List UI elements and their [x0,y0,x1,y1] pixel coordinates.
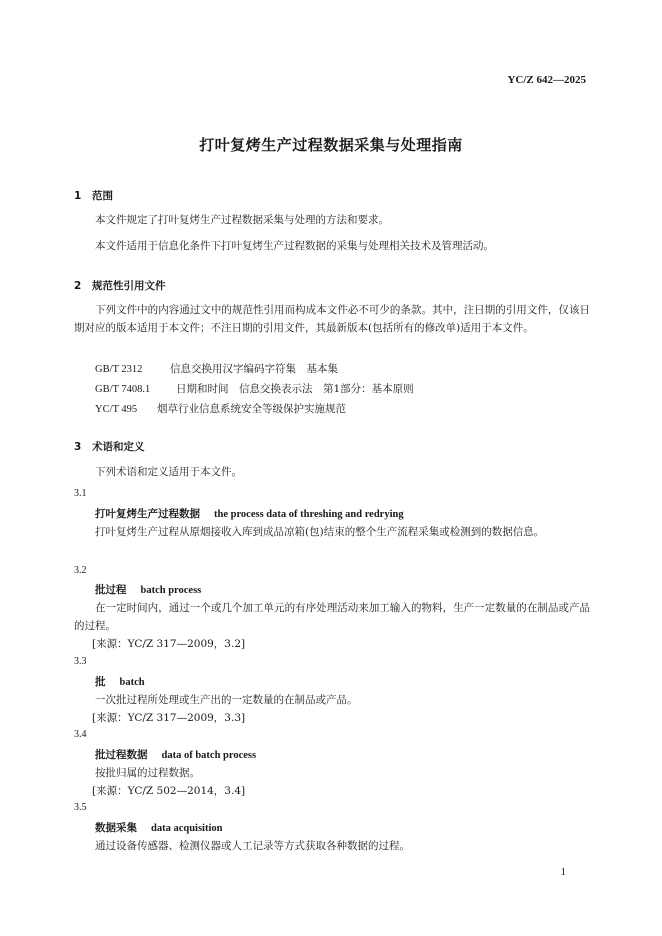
term-en: batch process [140,585,202,596]
term-definition: 按批归属的过程数据。 [95,767,200,779]
paragraph: 本文件规定了打叶复烤生产过程数据采集与处理的方法和要求。 [95,214,389,226]
definition-text: 打叶复烤生产过程从原烟接收入库到成品凉箱(包)结束的整个生产流程采集或检测到的数据信息。 [95,526,545,538]
paragraph [74,302,590,337]
reference-item [95,381,414,396]
reference-code: GB/T 2312 [95,364,143,375]
term-number: 3.1 [74,488,87,499]
paragraph: 本文件适用于信息化条件下打叶复烤生产过程数据的采集与处理相关技术及管理活动。 [95,240,494,252]
term-heading [95,506,404,521]
section-title: 范围 [92,190,113,202]
reference-title: 烟草行业信息系统安全等级保护实施规范 [157,403,346,415]
term-zh: 批过程 [95,584,127,596]
term-source: [来源：YC/Z 502—2014，3.4] [92,785,246,797]
document-title: 打叶复烤生产过程数据采集与处理指南 [199,136,463,154]
reference-code: GB/T 7408.1 [95,384,151,395]
term-source: [来源：YC/Z 317—2009，3.2] [92,638,246,650]
term-heading [95,674,145,689]
paragraph-text: 下列文件中的内容通过文中的规范性引用而构成本文件必不可少的条款。其中，注日期的引用文件，仅该日期对应的版本适用于本文件；不注日期的引用文件，其最新版本(包括所有的修改单)适用于本文件。 [74,304,590,334]
term-definition [74,524,590,542]
term-zh: 批过程数据 [95,749,148,761]
section-number: 3 [74,441,82,453]
term-zh: 数据采集 [95,822,137,834]
term-definition [74,600,590,635]
paragraph: 下列术语和定义适用于本文件。 [95,466,242,478]
page-number: 1 [560,866,566,878]
term-en: data acquisition [151,823,223,834]
section-title: 规范性引用文件 [92,280,166,292]
term-heading [95,747,256,762]
section-1-heading [74,188,113,203]
term-en: batch [119,677,145,688]
reference-code: YC/T 495 [95,404,138,415]
term-en: data of batch process [161,750,257,761]
term-number: 3.4 [74,729,87,740]
term-number: 3.5 [74,802,87,813]
term-number: 3.2 [74,565,87,576]
reference-title: 日期和时间 信息交换表示法 第1部分：基本原则 [176,383,414,395]
section-title: 术语和定义 [92,441,145,453]
term-zh: 打叶复烤生产过程数据 [95,508,200,520]
reference-item [95,401,346,416]
term-zh: 批 [95,676,106,688]
definition-text: 在一定时间内，通过一个或几个加工单元的有序处理活动来加工输入的物料，生产一定数量的在制品或产品的过程。 [74,602,590,632]
document-code: YC/Z 642—2025 [507,74,586,86]
reference-item [95,361,338,376]
term-number: 3.3 [74,656,87,667]
term-definition: 通过设备传感器、检测仪器或人工记录等方式获取各种数据的过程。 [95,840,410,852]
term-en: the process data of threshing and redrying [214,509,404,520]
section-2-heading [74,278,166,293]
section-number: 1 [74,190,82,202]
section-3-heading [74,439,145,454]
term-heading [95,582,201,597]
reference-title: 信息交换用汉字编码字符集 基本集 [170,363,338,375]
term-source: [来源：YC/Z 317—2009，3.3] [92,712,246,724]
section-number: 2 [74,280,82,292]
term-heading [95,820,222,835]
term-definition: 一次批过程所处理或生产出的一定数量的在制品或产品。 [95,694,358,706]
